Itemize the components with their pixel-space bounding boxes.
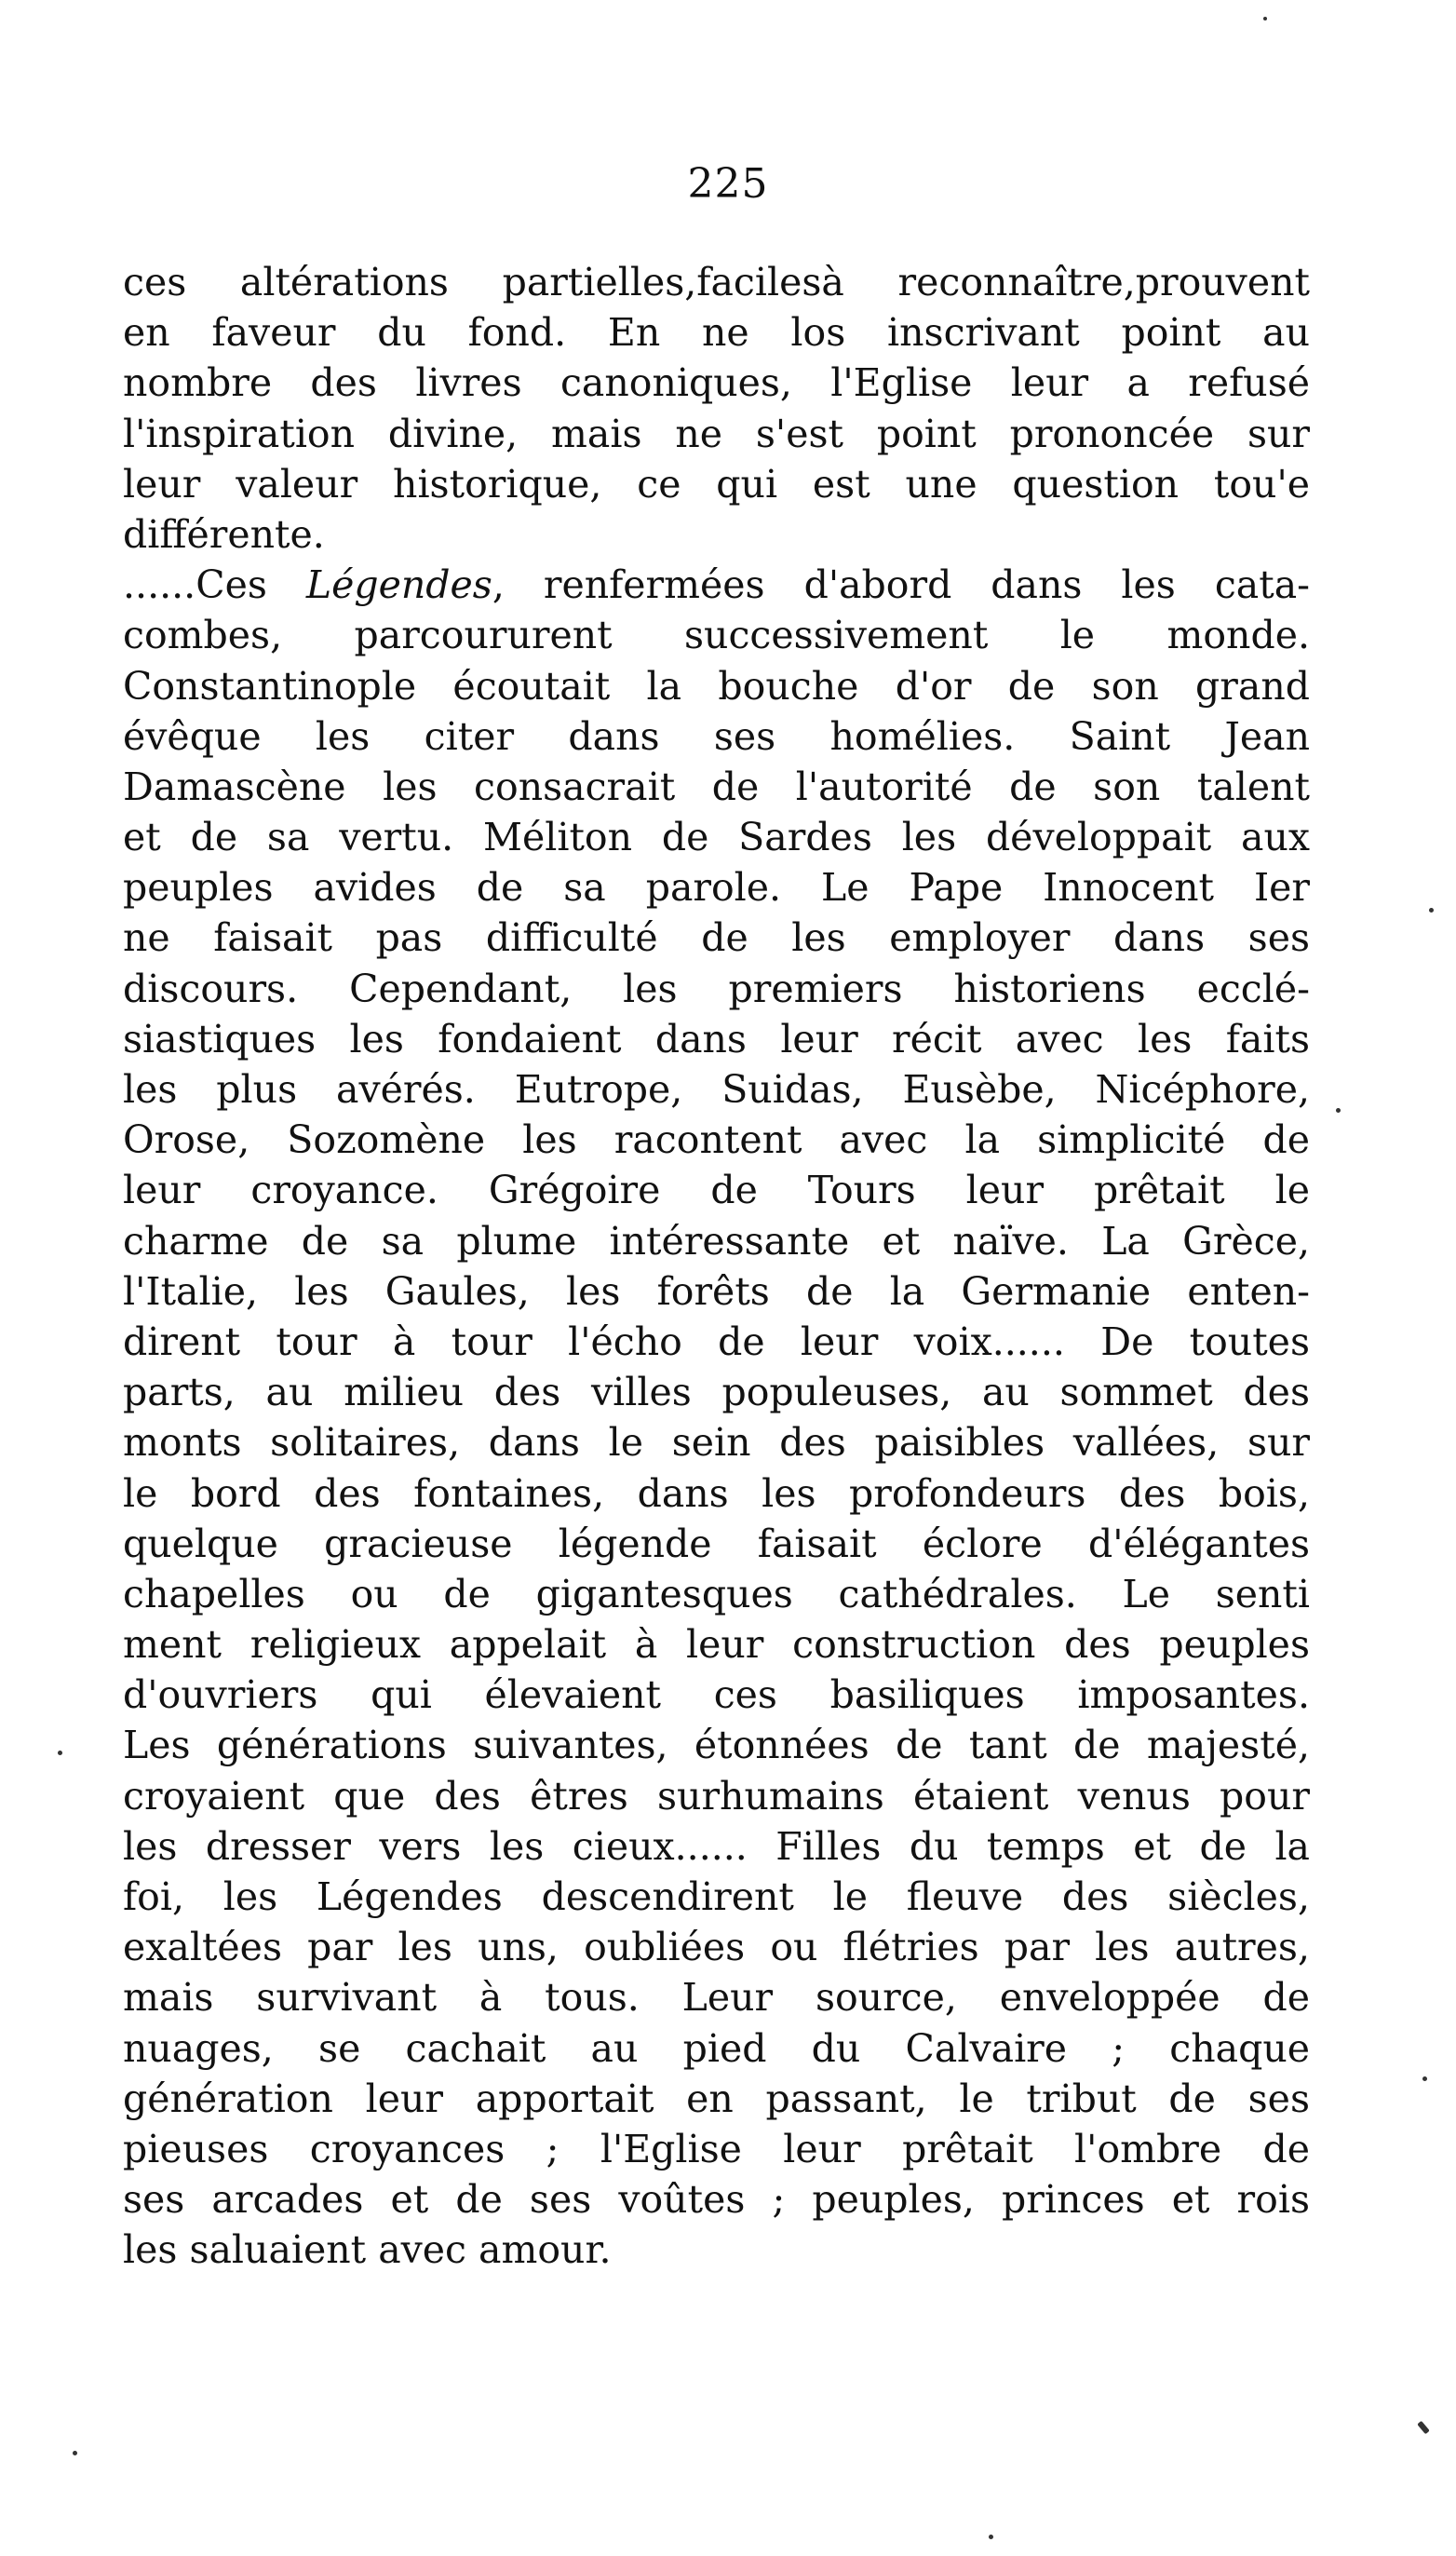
text-line: discours. Cependant, les premiers historiens ecclé- <box>123 966 1310 1011</box>
text-line: génération leur apportait en passant, le tribut de ses <box>123 2076 1310 2121</box>
text-line: nombre des livres canoniques, l'Eglise leur a refusé <box>123 360 1310 406</box>
text-line: pieuses croyances ; l'Eglise leur prêtait l'ombre de <box>123 2126 1310 2171</box>
text-line: les dresser vers les cieux...... Filles du temps et de la <box>123 1823 1310 1869</box>
text-line: Constantinople écoutait la bouche d'or de son grand <box>123 663 1310 709</box>
scan-speck <box>73 2451 77 2455</box>
text-line: le bord des fontaines, dans les profondeurs des bois, <box>123 1470 1310 1516</box>
scan-speck <box>1422 2076 1427 2081</box>
scan-speck <box>1336 1108 1341 1113</box>
text-line: leur croyance. Grégoire de Tours leur prêtait le <box>123 1168 1310 1213</box>
text-line: mais survivant à tous. Leur source, enveloppée de <box>123 1975 1310 2021</box>
text-line: croyaient que des êtres surhumains étaient venus pour <box>123 1773 1310 1819</box>
text-line: Damascène les consacrait de l'autorité de son talent <box>123 764 1310 809</box>
text-line: chapelles ou de gigantesques cathédrales. Le senti <box>123 1571 1310 1616</box>
text-line: les saluaient avec amour. <box>123 2227 612 2273</box>
text-line: en faveur du fond. En ne los inscrivant point au <box>123 310 1310 356</box>
text-line: les plus avérés. Eutrope, Suidas, Eusèbe, Nicéphore, <box>123 1067 1310 1112</box>
text-line: nuages, se cachait au pied du Calvaire ; chaque <box>123 2025 1310 2071</box>
text-line: l'inspiration divine, mais ne s'est point prononcée sur <box>123 411 1310 456</box>
text-line: charme de sa plume intéressante et naïve. La Grèce, <box>123 1218 1310 1264</box>
text-line: siastiques les fondaient dans leur récit avec les faits <box>123 1016 1310 1062</box>
text-line: combes, parcoururent successivement le monde. <box>123 613 1310 658</box>
text-line: l'Italie, les Gaules, les forêts de la Germanie enten- <box>123 1268 1310 1314</box>
scan-speck <box>1263 17 1267 20</box>
text-line: exaltées par les uns, oubliées ou flétries par les autres, <box>123 1925 1310 1970</box>
text-line: ......Ces Légendes, renfermées d'abord dans les cata- <box>123 562 1310 608</box>
italic-word: Légendes <box>305 562 492 608</box>
text-line: Les générations suivantes, étonnées de tant de majesté, <box>123 1723 1310 1768</box>
text-line: dirent tour à tour l'écho de leur voix...... De toutes <box>123 1319 1310 1364</box>
scan-speck <box>989 2535 993 2539</box>
scan-speck <box>1429 908 1434 913</box>
text-line: Orose, Sozomène les racontent avec la simplicité de <box>123 1117 1310 1163</box>
text-line: ne faisait pas difficulté de les employer dans ses <box>123 915 1310 961</box>
text-line: peuples avides de sa parole. Le Pape Innocent Ier <box>123 865 1310 911</box>
text-line: et de sa vertu. Méliton de Sardes les développait aux <box>123 815 1310 860</box>
scan-speck <box>58 1751 62 1755</box>
text-line: leur valeur historique, ce qui est une question tou'e <box>123 461 1310 507</box>
text-line: foi, les Légendes descendirent le fleuve des siècles, <box>123 1874 1310 1919</box>
text-line: évêque les citer dans ses homélies. Saint Jean <box>123 713 1310 759</box>
text-line: ment religieux appelait à leur construction des peuples <box>123 1622 1310 1668</box>
text-line: quelque gracieuse légende faisait éclore d'élégantes <box>123 1521 1310 1566</box>
body-text <box>123 257 1310 2276</box>
text-line: différente. <box>123 511 325 557</box>
text-line: monts solitaires, dans le sein des paisibles vallées, sur <box>123 1420 1310 1466</box>
page-number: 225 <box>687 160 769 208</box>
text-line: ses arcades et de ses voûtes ; peuples, princes et rois <box>123 2177 1310 2223</box>
text-line: parts, au milieu des villes populeuses, au sommet des <box>123 1370 1310 1415</box>
text-line: d'ouvriers qui élevaient ces basiliques imposantes. <box>123 1672 1310 1718</box>
text-line: ces altérations partielles,facilesà reconnaître,prouvent <box>123 260 1310 304</box>
scan-speck <box>1417 2421 1430 2435</box>
